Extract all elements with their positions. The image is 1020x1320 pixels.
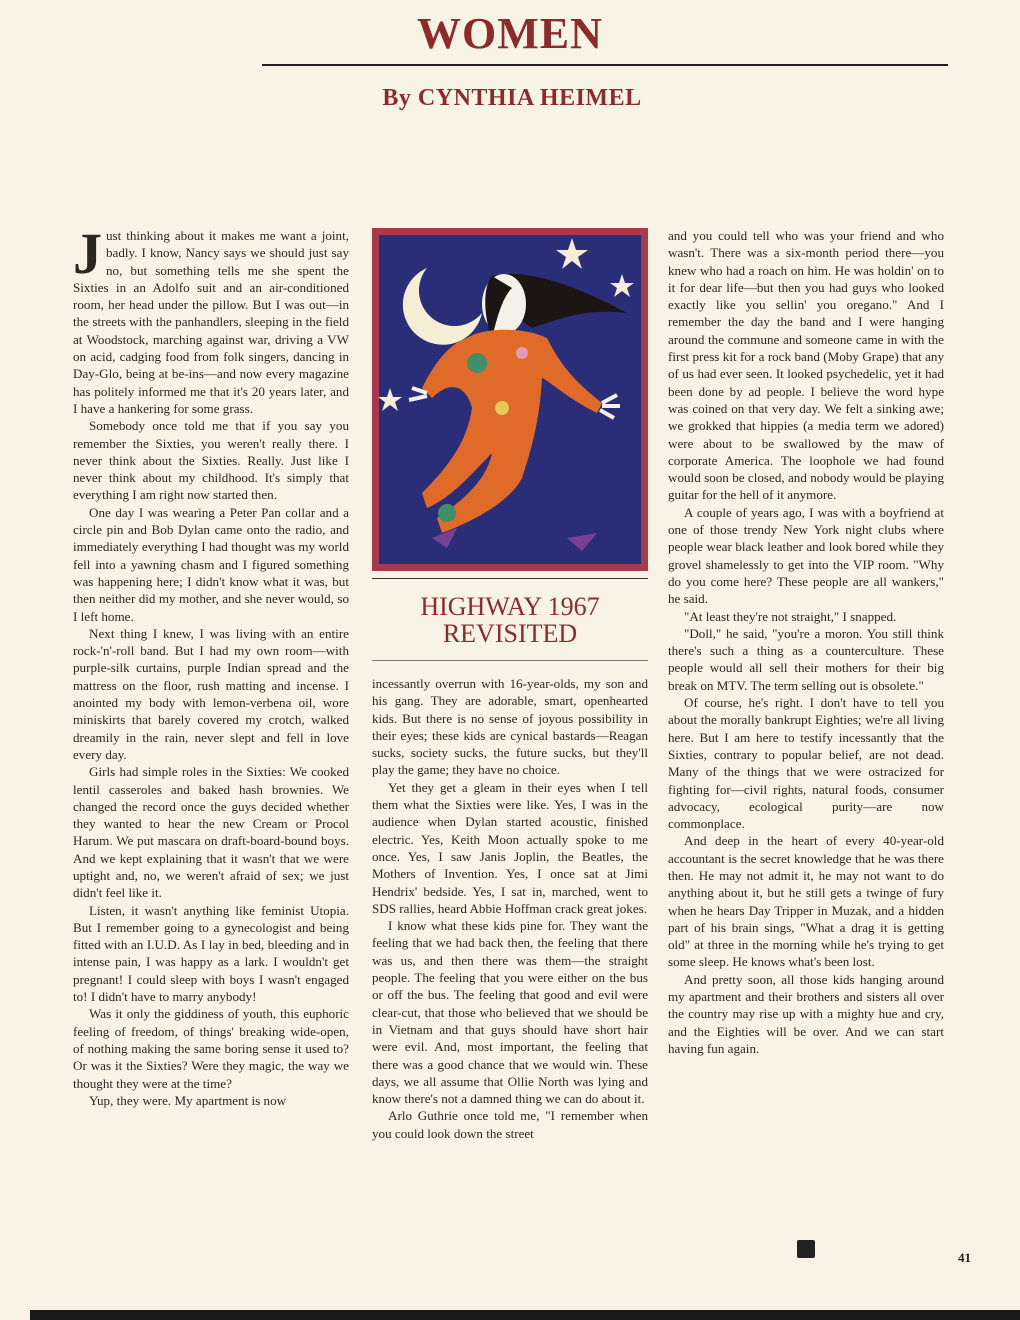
paragraph: incessantly overrun with 16-year-olds, my son and his gang. They are adorable, smart, openhearted kids. But there is no sense of joyous possibility in their eyes; these kids are cynical bastards—Reagan sucks, society sucks, the future sucks, but they'll play the game; they have no choice. — [372, 676, 648, 778]
article-column-1 — [73, 221, 349, 1109]
header-rule — [262, 64, 948, 66]
paragraph: Girls had simple roles in the Sixties: We cooked lentil casseroles and baked hash brownies. We changed the record once the guys decided whether they wanted to hear the new Cream or Procol Harum. We put mascara on draft-board-bound boys. And we kept explaining that it wasn't that we were uptight and, no, we weren't afraid of sex; we just didn't feel like it. — [73, 764, 349, 901]
illustration — [372, 228, 648, 571]
paragraph: And deep in the heart of every 40-year-old accountant is the secret knowledge that he was there then. He may not admit it, he may not want to do anything about it, but he still gets a twinge of fury when he hears Day Tripper in Muzak, and a hidden part of his brain sings, "What a drag it is getting old" at three in the morning while he's trying to get some sleep. He knows what's been lost. — [668, 833, 944, 970]
article-column-3 — [668, 227, 944, 1057]
paragraph: and you could tell who was your friend and who wasn't. There was a six-month period there—you knew who had a roach on him. He was holdin' on to it for dear life—but then you had guys who looked exactly like you sellin' you oregano." And I remember the day the band and I were hanging around the commune and someone came in with the first press kit for a rock band (Moby Grape) that any of us had ever seen. It looked psychedelic, yet it had been done by ad people. I believe the word hype was coined on that very day. We felt a sinking awe; we grokked that hippies (a media term we adored) were about to be swallowed by the maw of corporate America. The loophole we had found would soon be closed, and nobody would be playing guitar for the hell of it anymore. — [668, 228, 944, 503]
paragraph: "At least they're not straight," I snapped. — [684, 608, 897, 624]
headline-line-2: REVISITED — [442, 619, 578, 648]
paragraph: Yup, they were. My apartment is now — [89, 1092, 287, 1108]
headline-line-1: HIGHWAY 1967 — [420, 592, 600, 621]
headline-bottom-rule — [372, 660, 648, 661]
paragraph: One day I was wearing a Peter Pan collar and a circle pin and Bob Dylan came onto the radio, and immediately everything I had thought was my world fell into a yawning chasm and I figured something was happening here; I didn't know what it was, but then neither did my mother, and she never would, so I left home. — [73, 504, 349, 624]
drop-cap: J — [73, 221, 102, 286]
page-number: 41 — [958, 1250, 971, 1265]
paragraph: Was it only the giddiness of youth, this euphoric feeling of freedom, of things' breaking wide-open, of nothing making the same boring sense it used to? Or was it the Sixties? Were they magic, the way we thought they were at the time? — [73, 1006, 349, 1091]
paragraph: A couple of years ago, I was with a boyfriend at one of those trendy New York night clubs where people wear black leather and look bored while they grovel shamelessly to get into the VIP room. "Why do you come here? These people are all wankers," he said. — [668, 504, 944, 607]
paragraph: Next thing I knew, I was living with an entire rock-'n'-roll band. But I had my own room—with purple-silk curtains, purple Indian spread and the mattress on the floor, rush matting and incense. I anointed my body with lemon-verbena oil, wore miniskirts that barely covered my crotch, walked dreamily in the rain, never slept and fell in love every day. — [73, 625, 349, 762]
headline-top-rule — [372, 578, 648, 579]
bottom-bar — [30, 1310, 1020, 1320]
end-mark-icon — [797, 1240, 815, 1258]
paragraph: I know what these kids pine for. They want the feeling that we had back then, the feeling that there was us, and then there was them—the straight people. The feeling that you were either on the bus or off the bus. The feeling that good and evil were clear-cut, that those who believed that we should be in Vietnam and that guys should have short hair were evil. And, most important, the feeling that there was a good chance that we would win. These days, we all assume that Ollie North was lying and know there's not a damned thing we can do about it. — [372, 918, 648, 1107]
paragraph: Listen, it wasn't anything like feminist Utopia. But I remember going to a gynecologist and being fitted with an I.U.D. As I lay in bed, bleeding and in intense pain, I was happy as a lark. I wouldn't get pregnant! I could sleep with boys I wasn't engaged to! I didn't have to marry anybody! — [73, 902, 349, 1005]
paragraph: "Doll," he said, "you're a moron. You still think there's such a thing as a counterculture. These people would all sell their mothers for their big break on MTV. The term selling out is obsolete." — [668, 625, 944, 693]
paragraph: Of course, he's right. I don't have to tell you about the morally bankrupt Eighties; we're all living here. But I am here to testify incessantly that the Sixties, contrary to popular belief, are not dead. Many of the things that we were ostracized for fighting for—civil rights, natural foods, consumer advocacy, ecological purity—are now commonplace. — [668, 695, 944, 832]
paragraph: Somebody once told me that if you say you remember the Sixties, you weren't really there. I never think about the Sixties. Really. Just like I never think about my childhood. It's simply that everything I am right now started then. — [73, 418, 349, 503]
article-column-2 — [372, 675, 648, 1142]
byline: By CYNTHIA HEIMEL — [382, 85, 642, 111]
paragraph: ust thinking about it makes me want a joint, badly. I know, Nancy says we should just say no, but something tells me she spent the Sixties in an Adolfo suit and an air-conditioned room, her head under the pillow. But I was out—in the streets with the panhandlers, sleeping in the field at Woodstock, marching against war, driving a VW on acid, cadging food from folk singers, dancing in Day-Glo, being at be-ins—and now every magazine has politely informed me that it's 20 years later, and I have a hankering for some grass. — [73, 228, 349, 416]
headline — [372, 593, 648, 647]
paragraph: And pretty soon, all those kids hanging around my apartment and their brothers and sisters all over the country may rise up with a mighty hue and cry, and the Eighties will be over. And we can start having fun again. — [668, 971, 944, 1056]
paragraph: Yet they get a gleam in their eyes when I tell them what the Sixties were like. Yes, I was in the audience when Dylan started acoustic, finished electric. Yes, Keith Moon actually spoke to me once. Yes, I saw Janis Joplin, the Beatles, the Mothers of Invention. Yes, I once sat at Jimi Hendrix' bedside. Yes, I sat in, marched, went to SDS rallies, heard Abbie Hoffman crack great jokes. — [372, 779, 648, 916]
paragraph: Arlo Guthrie once told me, "I remember when you could look down the street — [372, 1108, 648, 1141]
department-title: WOMEN — [417, 9, 603, 58]
